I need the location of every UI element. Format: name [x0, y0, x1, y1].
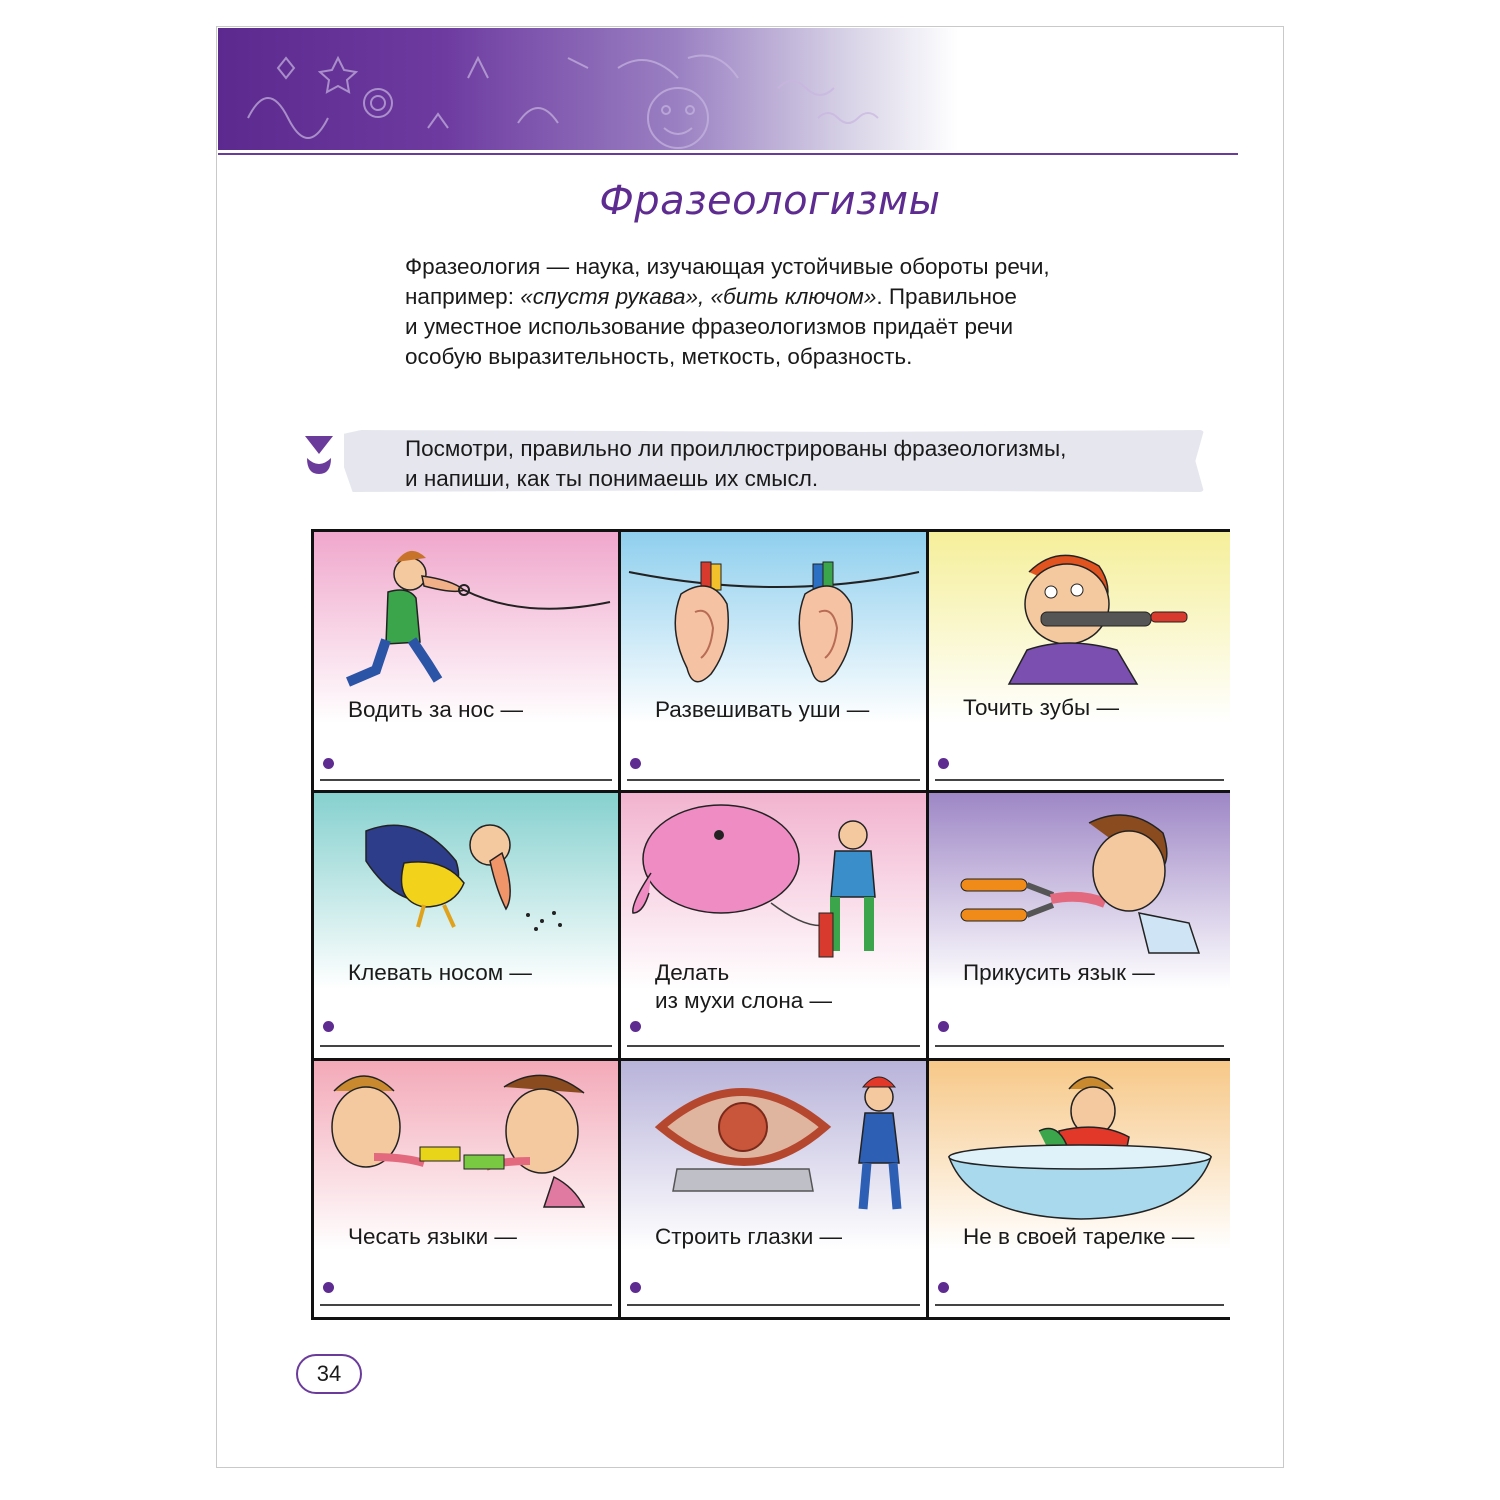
bullet-dot [938, 758, 949, 769]
boy-led-by-nose-illustration [314, 532, 618, 722]
phrase-text: Точить зубы — [963, 695, 1119, 720]
phrase-text-2: из мухи слона — [655, 988, 833, 1013]
answer-line [627, 1304, 920, 1306]
bullet-dot [323, 1021, 334, 1032]
answer-line [320, 1045, 612, 1047]
page-title: Фразеологизмы [599, 178, 941, 224]
answer-line [320, 1304, 612, 1306]
page-number: 34 [296, 1354, 362, 1394]
task-line-2: и напиши, как ты понимаешь их смысл. [405, 466, 819, 491]
phrase-text: Водить за нос — [348, 697, 524, 722]
answer-line [627, 779, 920, 781]
doodle-decoration [218, 28, 958, 150]
phrase-text: Прикусить язык — [963, 960, 1155, 985]
cell-5 [621, 793, 926, 1058]
bullet-dot [938, 1282, 949, 1293]
phrase-text: Чесать языки — [348, 1224, 517, 1249]
cell-7 [314, 1061, 618, 1317]
task-line-1: Посмотри, правильно ли проиллюстрированы фразеологизмы, [405, 436, 1067, 461]
intro-line-3: и уместное использование фразеологизмов придаёт речи [405, 314, 1014, 339]
bullet-dot [323, 758, 334, 769]
answer-line [935, 779, 1224, 781]
cell-8 [621, 1061, 926, 1317]
phrase-text: Клевать носом — [348, 960, 532, 985]
phrase-text: Развешивать уши — [655, 697, 870, 722]
answer-line [935, 1045, 1224, 1047]
cell-3 [929, 532, 1230, 790]
man-pumping-elephant-illustration [621, 793, 926, 983]
answer-line [627, 1045, 920, 1047]
tongue-in-pliers-illustration [929, 793, 1230, 983]
phrase-text: Делать [655, 960, 730, 985]
bird-pecking-with-nose-illustration [314, 793, 618, 983]
cell-6 [929, 793, 1230, 1058]
answer-line [320, 779, 612, 781]
bullet-dot [630, 1282, 641, 1293]
bullet-dot [323, 1282, 334, 1293]
header-rule [218, 153, 1238, 155]
phrase-text: Не в своей тарелке — [963, 1224, 1195, 1249]
intro-line-2: например: «спустя рукава», «бить ключом». Правильное [405, 284, 1017, 309]
bullet-dot [630, 758, 641, 769]
header-banner [218, 28, 958, 150]
intro-examples: «спустя рукава», «бить ключом» [520, 284, 877, 309]
intro-line-4: особую выразительность, меткость, образность. [405, 344, 913, 369]
cell-4 [314, 793, 618, 1058]
intro-paragraph [405, 252, 1165, 372]
phrase-text: Строить глазки — [655, 1224, 843, 1249]
answer-line [935, 1304, 1224, 1306]
bullet-dot [630, 1021, 641, 1032]
intro-line-1: Фразеология — наука, изучающая устойчивые обороты речи, [405, 254, 1050, 279]
ears-on-clothesline-illustration [621, 532, 926, 722]
cell-9 [929, 1061, 1230, 1317]
cell-2 [621, 532, 926, 790]
bullet-dot [938, 1021, 949, 1032]
task-instruction [405, 434, 1205, 494]
cell-1 [314, 532, 618, 790]
phrases-grid [311, 529, 1230, 1320]
task-marker-icon [302, 434, 336, 476]
